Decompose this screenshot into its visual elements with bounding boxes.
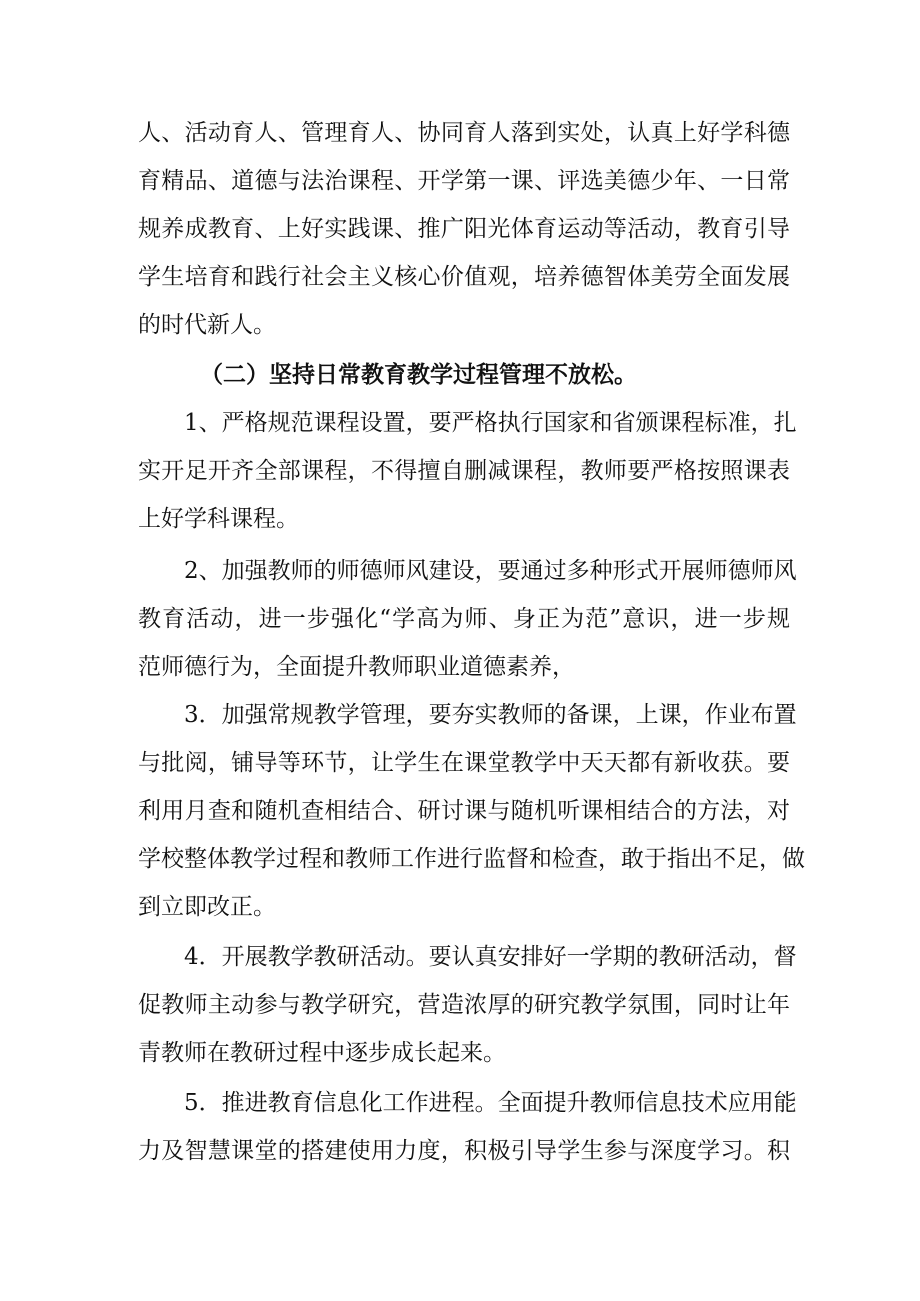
item-4-line: 促教师主动参与教学研究，营造浓厚的研究教学氛围，同时让年 (138, 992, 790, 1018)
paragraph-line: 规养成教育、上好实践课、推广阳光体育运动等活动，教育引导 (138, 216, 790, 242)
item-3-line: 3．加强常规教学管理，要夯实教师的备课，上课，作业布置 (184, 702, 797, 728)
item-2-line: 范师德行为，全面提升教师职业道德素养， (138, 654, 575, 680)
section-heading: （二）坚持日常教育教学过程管理不放松。 (200, 361, 637, 388)
paragraph-line: 人、活动育人、管理育人、协同育人落到实处，认真上好学科德 (138, 120, 790, 146)
item-2-line: 2、加强教师的师德师风建设，要通过多种形式开展师德师风 (184, 558, 797, 584)
paragraph-line: 学生培育和践行社会主义核心价值观，培养德智体美劳全面发展 (138, 264, 790, 290)
item-3-line: 到立即改正。 (138, 894, 276, 920)
item-3-line: 利用月查和随机查相结合、研讨课与随机听课相结合的方法，对 (138, 798, 790, 824)
item-3-line: 学校整体教学过程和教师工作进行监督和检查，敢于指出不足，做 (138, 846, 805, 872)
paragraph-line: 育精品、道德与法治课程、开学第一课、评选美德少年、一日常 (138, 168, 790, 194)
item-2-line: 教育活动，进一步强化“学高为师、身正为范”意识，进一步规 (138, 606, 790, 632)
item-4-line: 4．开展教学教研活动。要认真安排好一学期的教研活动，督 (184, 944, 797, 970)
item-3-line: 与批阅，铺导等环节，让学生在课堂教学中天天都有新收获。要 (138, 750, 790, 776)
item-1-line: 1、严格规范课程设置，要严格执行国家和省颁课程标准，扎 (184, 410, 797, 436)
item-1-line: 实开足开齐全部课程，不得擅自删减课程，教师要严格按照课表 (138, 458, 790, 484)
item-1-line: 上好学科课程。 (138, 506, 299, 532)
item-5-line: 力及智慧课堂的搭建使用力度，积极引导学生参与深度学习。积 (138, 1138, 790, 1164)
item-5-line: 5．推进教育信息化工作进程。全面提升教师信息技术应用能 (184, 1090, 797, 1116)
item-4-line: 青教师在教研过程中逐步成长起来。 (138, 1040, 506, 1066)
paragraph-line: 的时代新人。 (138, 312, 276, 338)
